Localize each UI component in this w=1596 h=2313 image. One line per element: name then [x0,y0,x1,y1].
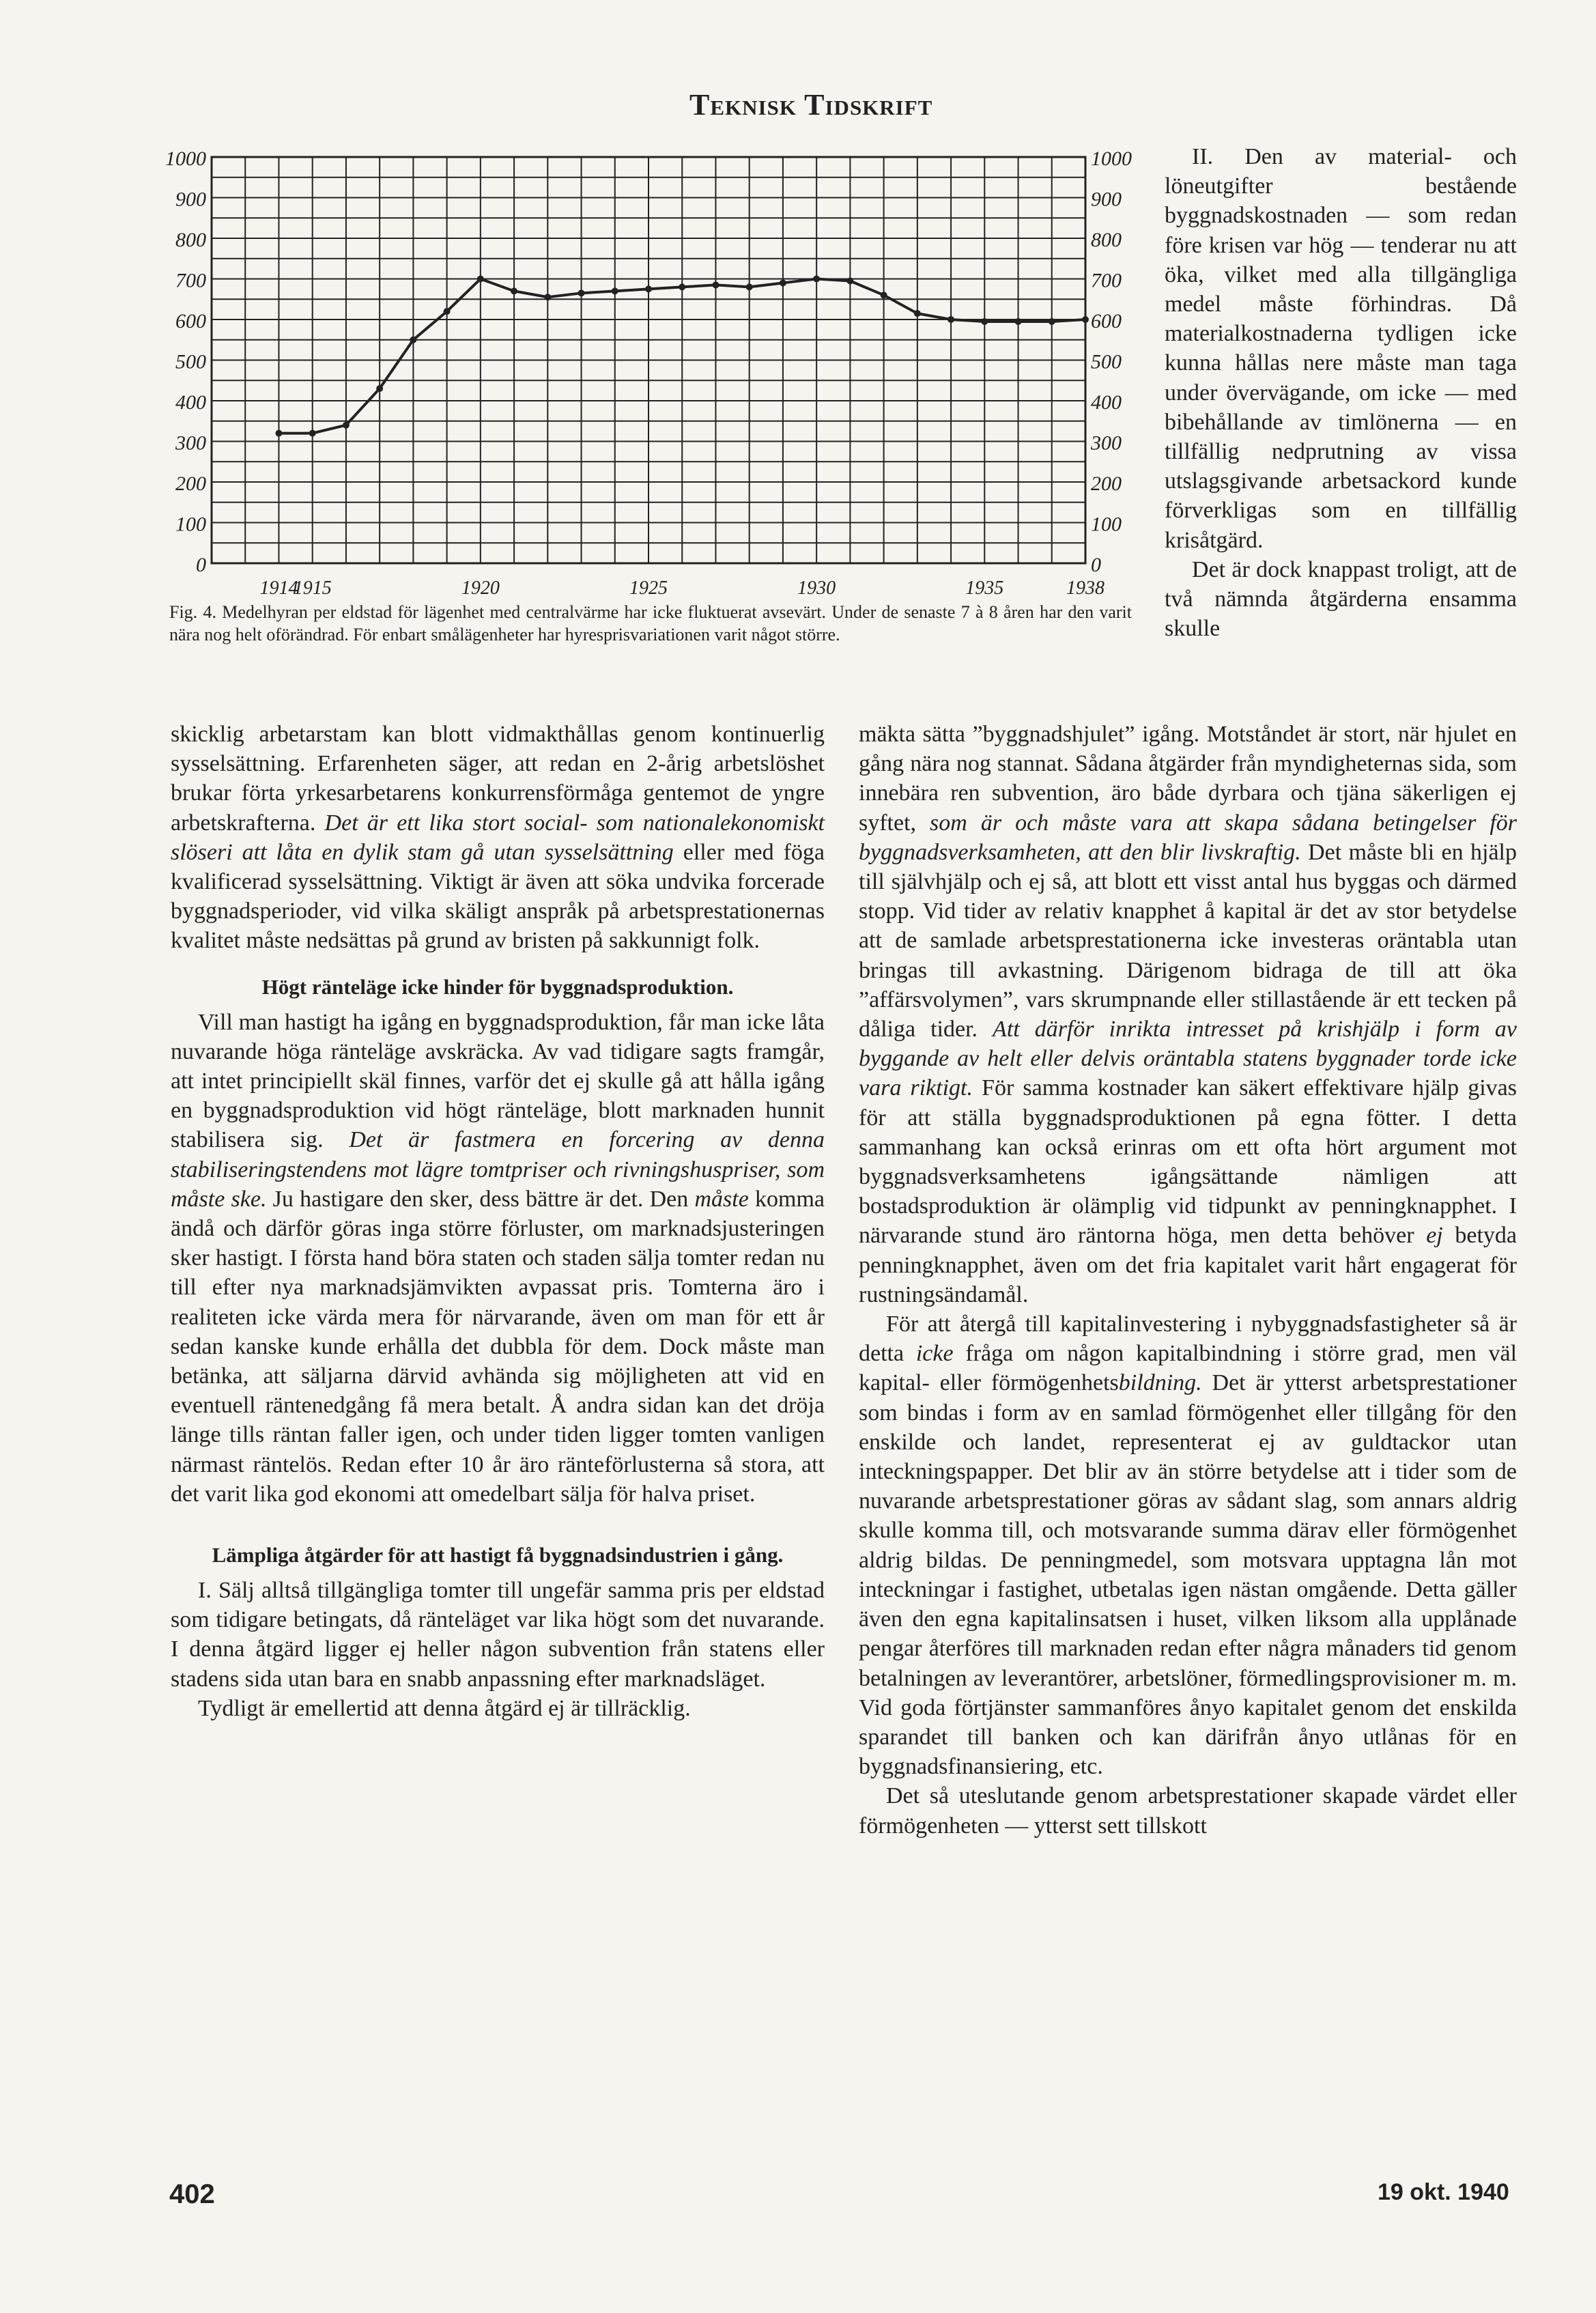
x-tick-label: 1935 [965,578,1004,599]
y-tick-label-left: 500 [175,350,206,373]
journal-title: Teknisk Tidskrift [689,88,933,122]
text-run: Det är ytterst arbetsprestationer som bindas i form av en samlad förmögenhet eller tillgång för den enskilde och landet, representerat ej av guldtackor utan inteckningspapper. Det blir av än större betydelse att i tider som de nuvarande arbetsprestationer göras av sådant slag, som annars aldrig skulle komma till, och motsvarande summa därav eller förmögenhet aldrig bildas. De penningmedel, som motsvara upptagna lån mot inteckningar i fastighet, utbetalas igen nästan omgående. Detta gäller även den egna kapitalinsatsen i huset, vilken liksom alla upplånade pengar återföres till marknaden redan efter några månaders tid genom betalningen av leverantörer, arbetslöner, förmedlingsprovisioner m. m. Vid goda förtjänster sammanföres ånyo kapitalet genom det enskilda sparandet till banken och kan därifrån ånyo utlånas för en byggnadsfinansiering, etc. [859,1370,1517,1780]
italic-run: Det är fastmera en forcering av denna stabiliseringstendens mot lägre tomtpriser och rivningshuspriser, som måste ske. [171,1127,825,1212]
right-top-column [1165,142,1517,643]
data-point [309,430,316,437]
paragraph [859,1309,1517,1781]
data-point [544,294,551,300]
x-tick-label: 1925 [629,578,668,599]
italic-run: Det är ett lika stort social- som nationalekonomiskt slöseri att låta en dylik stam gå utan sysselsättning [171,810,825,865]
y-tick-label-right: 900 [1091,188,1122,211]
y-tick-label-right: 500 [1091,350,1122,373]
page-number: 402 [169,2179,215,2209]
data-point [511,287,517,294]
text-run: För att återgå till kapitalinvestering i nybyggnadsfastigheter så är detta [859,1311,1517,1367]
data-point [846,277,853,284]
text-run: i större grad, men väl kapital- eller förmögenhets [859,1341,1517,1396]
paragraph [859,720,1517,1309]
data-point [780,279,786,286]
left-column [171,720,825,1723]
italic-run: ej [1426,1223,1443,1249]
x-tick-label: 1930 [797,578,836,599]
data-point [645,285,652,292]
y-tick-label-left: 1000 [165,147,206,170]
italic-run: Att därför inrikta intresset på krishjälp i form av byggande av helt eller delvis oräntabla statens byggnader torde icke vara riktigt. [859,1017,1517,1101]
data-point [275,430,282,437]
y-tick-label-right: 600 [1091,310,1122,332]
text-run: Vill man hastigt ha igång en byggnadsproduktion, får man icke låta nuvarande höga ränteläge avskräcka. Av vad tidigare sagts framgår, att intet principiellt skäl finnes, varför det ej skulle gå att hålla igång en byggnadsproduktion vid högt ränteläge, blott marknaden hunnit stabilisera sig. [171,1009,825,1153]
text-run: betyda penningknapphet, även om det fria kapitalet varit hårt engagerat för rustningsändamål. [859,1223,1517,1307]
section-heading: Högt ränteläge icke hinder för byggnadsproduktion. [261,974,734,999]
data-point [444,308,451,315]
data-point [712,281,719,288]
x-tick-label: 1938 [1066,578,1105,599]
x-tick-label: 1914 [259,578,298,599]
italic-run: som är och måste vara att skapa sådana betingelser för byggnadsverksamheten, att den blir livskraftig. [859,810,1517,865]
data-point [981,318,988,325]
caption-text: Medelhyran per eldstad för lägenhet med centralvärme har icke fluktuerat avsevärt. Under de senaste 7 à 8 åren har den varit nära nog helt oförändrad. För enbart smålägenheter har hyresprisvariationen varit något större. [169,602,1132,644]
paragraph [171,720,825,956]
data-point [1049,318,1055,325]
x-tick-label: 1920 [461,578,500,599]
y-tick-label-left: 700 [175,269,206,292]
text-run: Ju hastigare den sker, dess bättre är det. Den [272,1186,689,1212]
data-point [947,316,954,323]
y-tick-label-left: 900 [175,188,206,211]
text-run: För samma kostnader kan säkert effektivare hjälp givas för att ställa byggnadsproduktionen på egna fötter. I detta sammanhang kan också erinras om ett ofta hört argument mot byggnadsverksamhetens igångsättande nämligen att bostadsproduktion är olämplig vid tidpunkt av penningknapphet. I närvarande stund äro räntorna höga, men detta behöver [859,1075,1517,1249]
text-run: eller med föga kvalificerad sysselsättning. Viktigt är även att söka undvika forcerade byggnadsperioder, vid vilka skäligt anspråk på arbetsprestationernas kvalitet måste nedsättas på grund av bristen på sakkunnigt folk. [171,839,825,954]
y-tick-label-right: 400 [1091,391,1122,414]
text-run: Det måste bli en hjälp till självhjälp och ej så, att blott ett visst antal hus byggas och därmed stopp. Vid tider av relativ knapphet å kapital är det av stor betydelse att de samlade arbetsprestationerna icke investeras oräntabla utan bringas till avkastning. Därigenom bidraga de till att öka ”affärsvolymen”, vars skrumpnande eller stillastående är ett tecken på dåliga tider. [859,839,1517,1042]
data-point [813,276,820,283]
y-tick-label-left: 800 [175,229,206,251]
y-tick-label-left: 300 [175,431,206,455]
paragraph [171,1008,825,1509]
y-tick-label-right: 800 [1091,229,1122,251]
paragraph: Tydligt är emellertid att denna åtgärd ej är tillräcklig. [198,1695,691,1721]
data-point [477,276,484,283]
data-point [914,310,921,317]
text-run: mäkta sätta ”byggnadshjulet” igång. Motståndet är stort, när hjulet en gång nära nog stannat. Sådana åtgärder från myndigheternas sida, som innebära ren subvention, äro både dyrbara och tjäna säkerligen ej syftet, [859,722,1517,836]
italic-run: bildning. [1118,1370,1202,1396]
data-point [343,422,350,429]
y-tick-label-right: 200 [1091,472,1122,495]
text-run: skicklig arbetarstam kan blott vidmakthållas genom kontinuerlig sysselsättning. Erfarenheten säger, att redan en 2-årig arbetslöshet brukar förta yrkesarbetarens konkurrensförmåga gentemot de yngre arbetskrafterna. [171,722,825,836]
x-tick-label: 1915 [293,578,332,599]
data-point [1082,316,1089,323]
paragraph: II. Den av material- och löneutgifter bestående byggnadskostnaden — som redan före krisen var hög — tenderar nu att öka, vilket med alla tillgängliga medel måste förhindras. Då materialkostnaderna tydligen icke kunna hållas nere måste man taga under övervägande, om icke — med bibehållande av timlönerna — en tillfällig nedprutning av vissa utslagsgivande arbetsackord kunde förverkligas som en tillfällig krisåtgärd. [1165,144,1517,553]
section-heading: Lämpliga åtgärder för att hastigt få byggnadsindustrien i gång. [212,1543,784,1567]
paragraph: Det så uteslutande genom arbetsprestationer skapade värdet eller förmögenheten — ytterst sett tillskott [859,1783,1517,1839]
data-point [578,289,585,296]
rent-chart-svg [150,137,1154,601]
y-tick-label-right: 700 [1091,269,1122,292]
paragraph: I. Sälj alltså tillgängliga tomter till ungefär samma pris per eldstad som tidigare betingats, då ränteläget var lika högt som det nuvarande. I denna åtgärd ligger ej heller någon subvention från statens eller stadens sida utan bara en snabb anpassning efter marknadsläget. [171,1578,825,1692]
data-point [376,385,383,392]
text-run: komma ändå och därför göras inga större förluster, om marknadsjusteringen sker hastigt. I första hand böra staten och staden sälja tomter redan nu till efter nya marknadsjämvikten avpassat pris. Tomterna äro i realiteten icke värda mera för närvarande, även om man för ett år sedan kanske kunde erhålla det dubbla för dem. Dock måste man betänka, att säljarna därvid avhända sig möjligheten att vid en eventuell räntenedgång få mera betalt. Å andra sidan kan det dröja länge tills räntan faller igen, och under tiden ligger tomten vanligen närmast räntelös. Redan efter 10 år äro ränteförlusterna så stora, att det varit lika god ekonomi att omedelbart sälja för halva priset. [171,1186,825,1507]
data-point [746,283,753,290]
y-tick-label-left: 0 [196,554,206,576]
y-tick-label-right: 0 [1091,554,1101,576]
paragraph: Det är dock knappast troligt, att de två nämnda åtgärderna ensamma skulle [1165,556,1517,642]
y-tick-label-right: 1000 [1091,147,1132,170]
italic-run: icke [915,1341,954,1367]
italic-run: måste [694,1186,749,1212]
figure-caption [169,601,1132,646]
y-tick-label-left: 200 [175,472,206,495]
data-point [612,287,618,294]
right-column [859,720,1517,1841]
data-point [1015,318,1022,325]
text-run: fråga om någon kapitalbindning [965,1341,1282,1367]
y-tick-label-right: 300 [1091,431,1122,455]
rent-chart [150,137,1154,601]
y-tick-label-right: 100 [1091,513,1122,536]
figure-number: Fig. 4. [169,602,216,622]
y-tick-label-left: 100 [175,513,206,536]
y-tick-label-left: 600 [175,310,206,332]
data-point [881,292,887,298]
issue-date: 19 okt. 1940 [1378,2179,1509,2205]
y-tick-label-left: 400 [175,391,206,414]
data-point [679,283,685,290]
data-point [410,337,416,343]
